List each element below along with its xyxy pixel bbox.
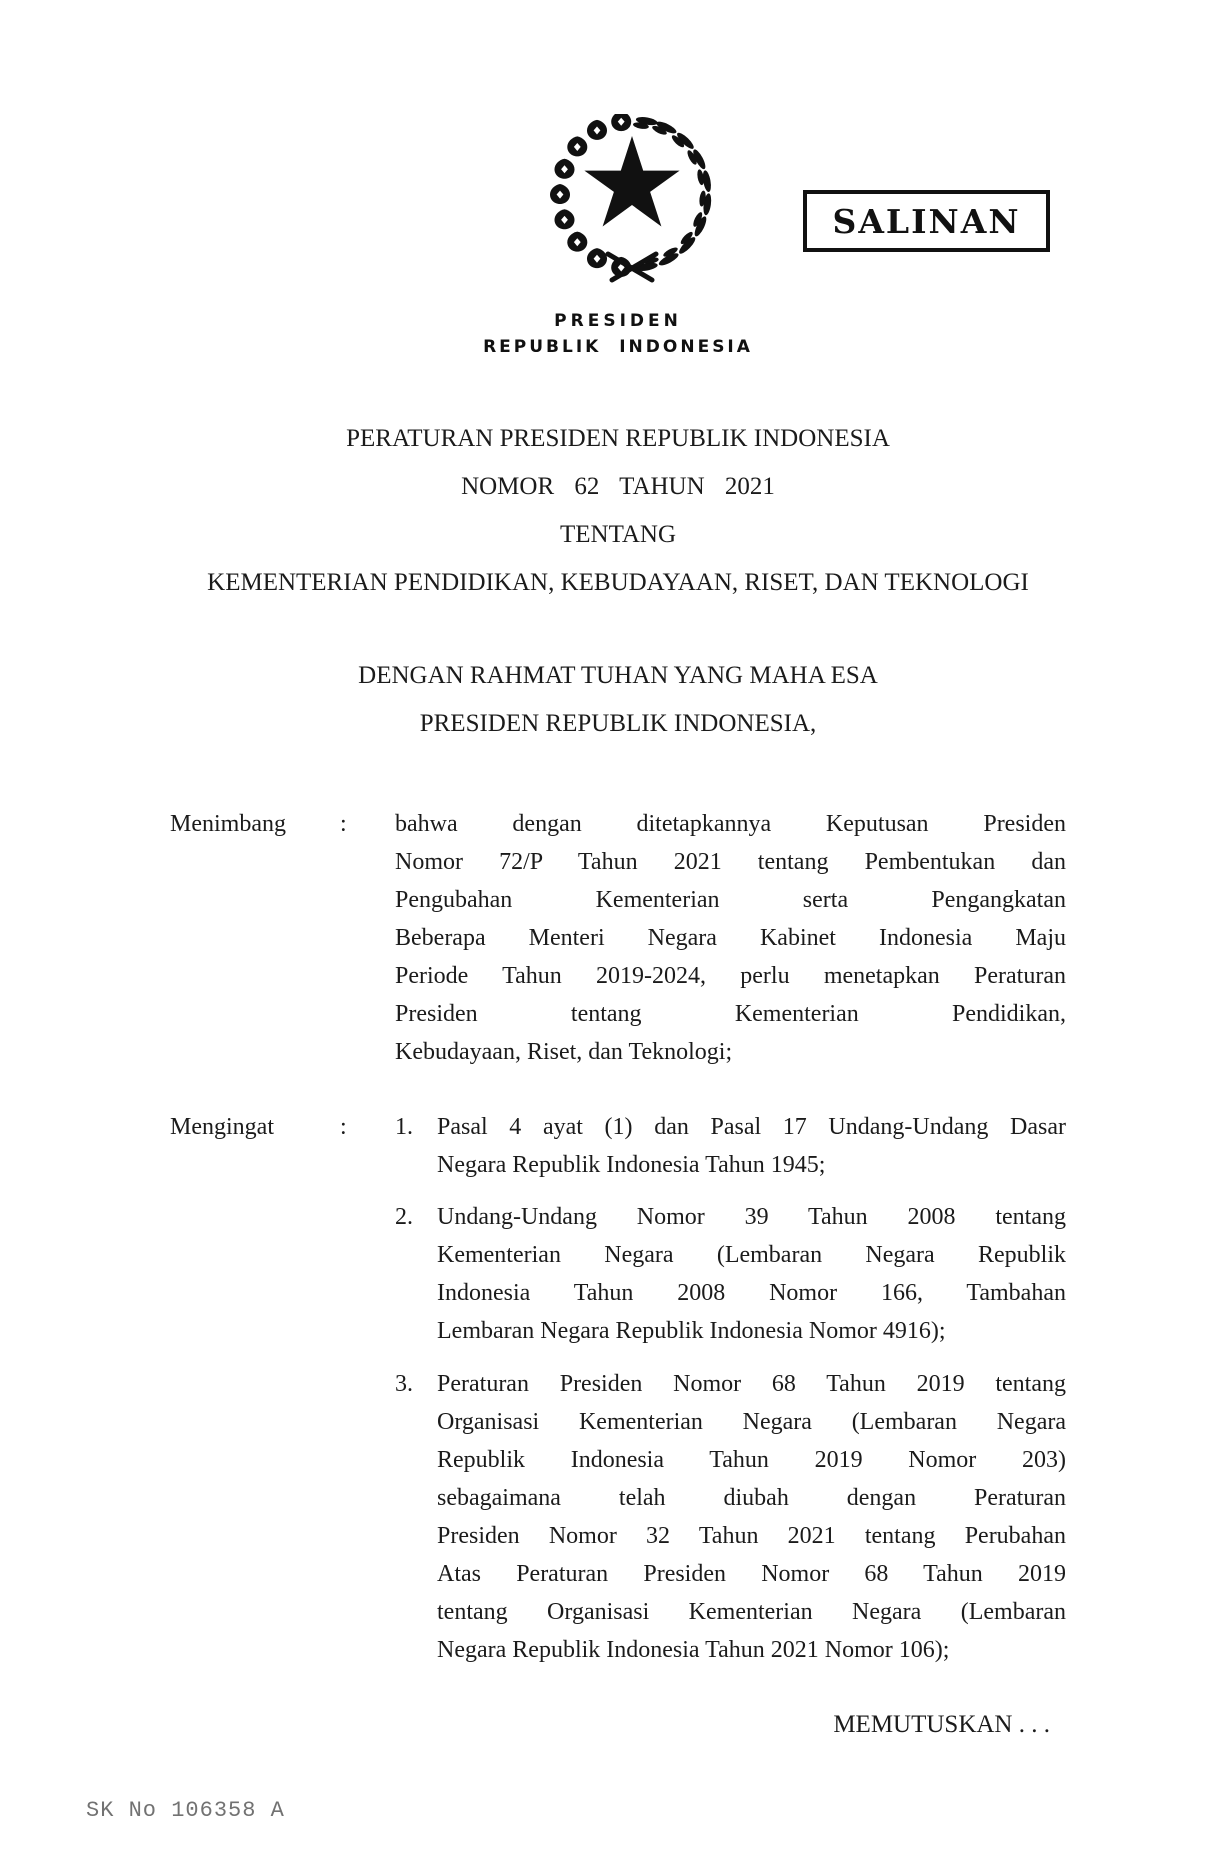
- menimbang-line: Kebudayaan, Riset, dan Teknologi;: [395, 1039, 733, 1065]
- title-line-tentang: TENTANG: [559, 521, 677, 548]
- menimbang-line: Beberapa Menteri Negara Kabinet Indonesia Maju: [395, 925, 1066, 951]
- salinan-stamp-label: SALINAN: [832, 201, 1021, 241]
- regulation-title: [170, 415, 1066, 607]
- list-item-text: [437, 1108, 1066, 1184]
- title-line-subject: KEMENTERIAN PENDIDIKAN, KEBUDAYAAN, RISET, DAN TEKNOLOGI: [207, 569, 1029, 596]
- mengingat-item-3: [395, 1365, 1066, 1669]
- list-line: tentang Organisasi Kementerian Negara (Lembaran: [437, 1599, 1066, 1625]
- list-line: Peraturan Presiden Nomor 68 Tahun 2019 tentang: [437, 1371, 1066, 1397]
- list-item-text: [437, 1365, 1066, 1669]
- list-line: Pasal 4 ayat (1) dan Pasal 17 Undang-Undang Dasar: [437, 1114, 1066, 1140]
- list-number: 1.: [395, 1114, 413, 1140]
- preamble-presiden: PRESIDEN REPUBLIK INDONESIA,: [419, 710, 817, 737]
- mengingat-item-1: [395, 1108, 1066, 1184]
- list-line: Atas Peraturan Presiden Nomor 68 Tahun 2019: [437, 1561, 1066, 1587]
- sk-number-footer: SK No 106358 A: [86, 1798, 285, 1823]
- list-line: Indonesia Tahun 2008 Nomor 166, Tambahan: [437, 1280, 1066, 1306]
- menimbang-line: Presiden tentang Kementerian Pendidikan,: [395, 1001, 1066, 1027]
- list-line: Organisasi Kementerian Negara (Lembaran Negara: [437, 1409, 1066, 1435]
- menimbang-line: bahwa dengan ditetapkannya Keputusan Presiden: [395, 811, 1066, 837]
- list-line: sebagaimana telah diubah dengan Peraturan: [437, 1485, 1066, 1511]
- list-number: 2.: [395, 1204, 413, 1230]
- preamble-rahmat: DENGAN RAHMAT TUHAN YANG MAHA ESA: [358, 662, 878, 689]
- menimbang-line: Periode Tahun 2019-2024, perlu menetapkan Peraturan: [395, 963, 1066, 989]
- preamble: [170, 652, 1066, 748]
- letterhead-republik-indonesia: REPUBLIK INDONESIA: [483, 337, 753, 357]
- salinan-copy-stamp: [803, 190, 1050, 252]
- mengingat-colon: :: [340, 1114, 347, 1140]
- list-line: Presiden Nomor 32 Tahun 2021 tentang Perubahan: [437, 1523, 1066, 1549]
- list-number: 3.: [395, 1371, 413, 1397]
- list-line: Negara Republik Indonesia Tahun 2021 Nomor 106);: [437, 1637, 950, 1663]
- list-line: Undang-Undang Nomor 39 Tahun 2008 tentang: [437, 1204, 1066, 1230]
- menimbang-label: Menimbang: [170, 811, 286, 837]
- title-line-peraturan: PERATURAN PRESIDEN REPUBLIK INDONESIA: [346, 425, 890, 452]
- menimbang-paragraph: [395, 805, 1066, 1071]
- list-line: Republik Indonesia Tahun 2019 Nomor 203): [437, 1447, 1066, 1473]
- letterhead-presiden: PRESIDEN: [554, 311, 682, 331]
- mengingat-item-2: [395, 1198, 1066, 1350]
- menimbang-line: Pengubahan Kementerian serta Pengangkatan: [395, 887, 1066, 913]
- star-wreath-presidential-seal-icon: [542, 114, 722, 288]
- list-line: Negara Republik Indonesia Tahun 1945;: [437, 1152, 826, 1178]
- letterhead: [170, 311, 1066, 357]
- mengingat-label: Mengingat: [170, 1114, 274, 1140]
- memutuskan-catchword: MEMUTUSKAN . . .: [833, 1711, 1050, 1738]
- title-line-nomor: NOMOR 62 TAHUN 2021: [461, 473, 775, 500]
- list-line: Lembaran Negara Republik Indonesia Nomor 4916);: [437, 1318, 946, 1344]
- menimbang-colon: :: [340, 811, 347, 837]
- menimbang-line: Nomor 72/P Tahun 2021 tentang Pembentukan dan: [395, 849, 1066, 875]
- list-line: Kementerian Negara (Lembaran Negara Republik: [437, 1242, 1066, 1268]
- list-item-text: [437, 1198, 1066, 1350]
